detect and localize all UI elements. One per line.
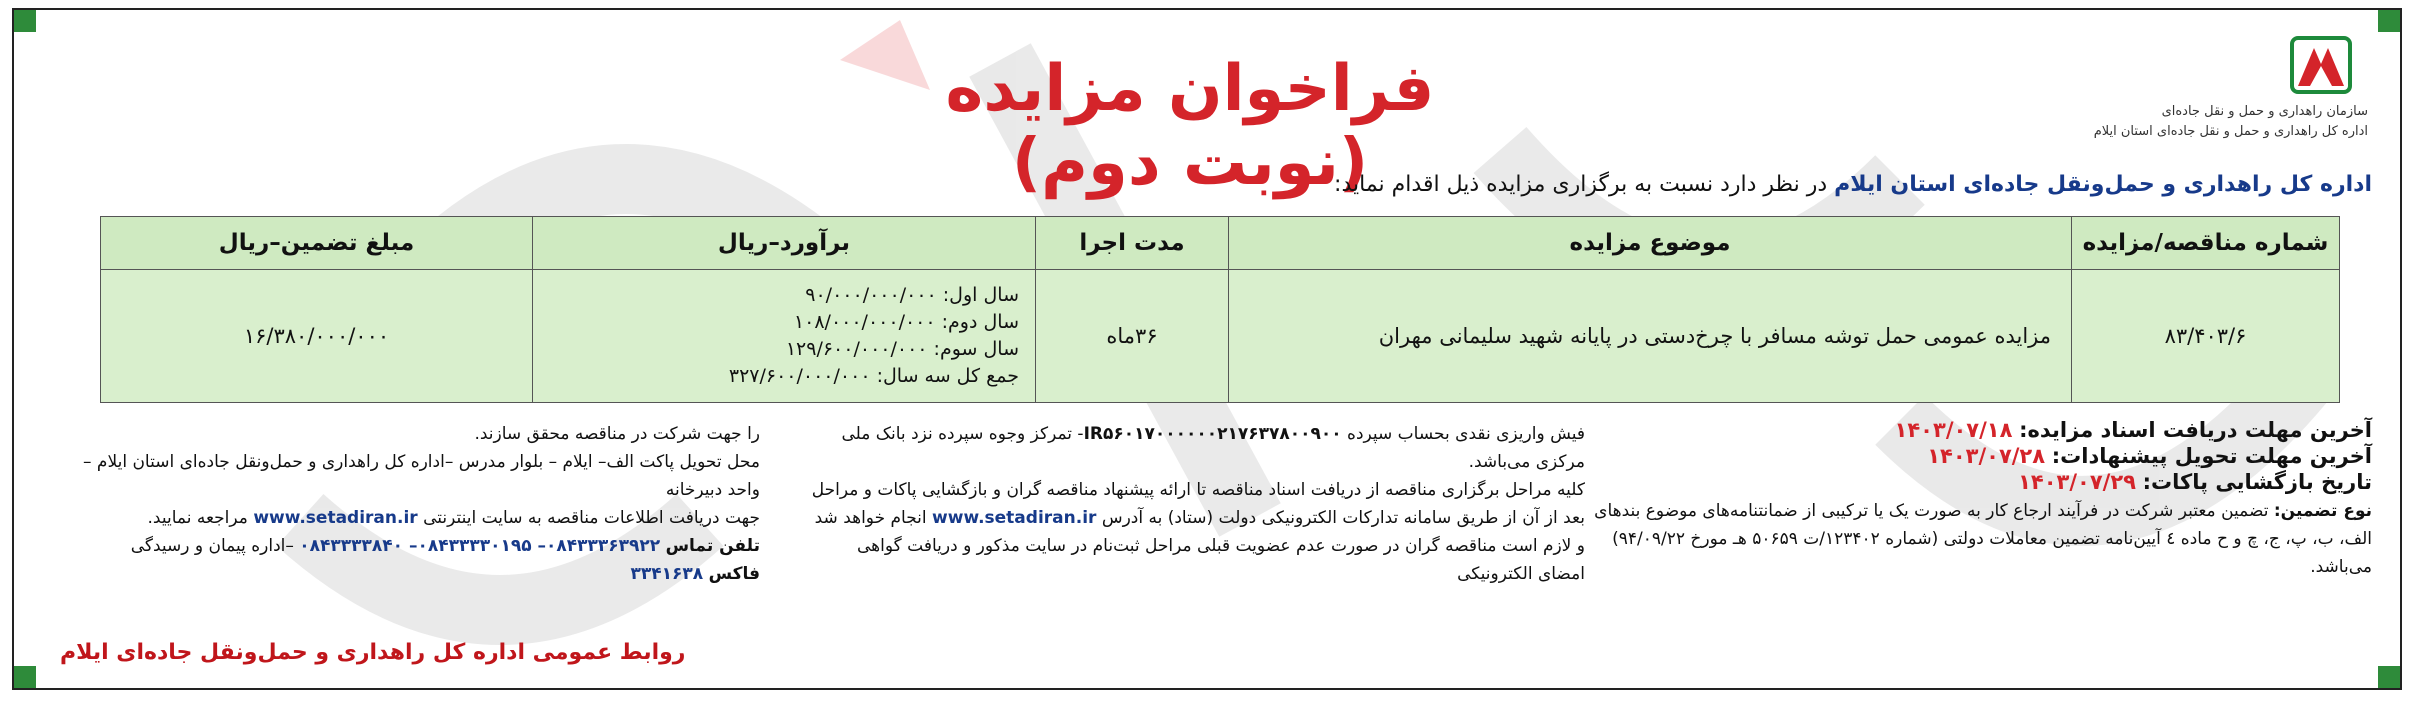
intro-org-name: اداره کل راهداری و حمل‌ونقل جاده‌ای استان ایلام: [1834, 172, 2372, 197]
org-name-line1: سازمان راهداری و حمل و نقل جاده‌ای: [2161, 104, 2368, 119]
header-guarantee: مبلغ تضمین–ریال: [101, 217, 533, 270]
guarantee-type-label: نوع تضمین:: [2273, 501, 2372, 521]
procedure-text-end: انجام خواهد شد و لازم است مناقصه گران در صورت عدم عضویت قبلی مراحل ثبت‌نام در سایت مذکور و دریافت گواهی امضای الکترونیکی: [814, 508, 1585, 584]
deadline-label: آخرین مهلت دریافت اسناد مزایده:: [2019, 418, 2372, 442]
procedure-section: [805, 420, 1585, 588]
guarantee-type-text: تضمین معتبر شرکت در فرآیند ارجاع کار به صورت یک یا ترکیبی از ضمانتنامه‌های موضوع بندهای الف، ب، پ، ج، چ و ح ماده ٤ آیین‌نامه تضمین معاملات دولتی (شماره ۱۲۳۴۰۲/ت ۵۰۶۵۹ هـ مورخ ۹۴/۰۹/۲۲) می‌باشد.: [1594, 501, 2372, 577]
cell-duration: ۳۶ماه: [1036, 270, 1229, 403]
cell-estimate: [533, 270, 1036, 403]
contact-section: [60, 420, 760, 588]
estimate-year1: سال اول: ۹۰/۰۰۰/۰۰۰/۰۰۰: [805, 284, 1019, 306]
cell-subject: مزایده عمومی حمل توشه مسافر با چرخ‌دستی در پایانه شهید سلیمانی مهران: [1229, 270, 2072, 403]
deadline-opening: [2018, 470, 2372, 494]
deadline-documents: [1895, 418, 2372, 442]
intro-text: [1334, 172, 2372, 197]
deadline-label: آخرین مهلت تحویل پیشنهادات:: [2051, 444, 2372, 468]
phone-label: تلفن تماس: [665, 536, 760, 556]
table-row: [101, 270, 2340, 403]
deadline-value: ۱۴۰۳/۰۷/۲۹: [2018, 470, 2136, 494]
auction-table: [100, 216, 2340, 403]
info-text-end: مراجعه نمایید.: [147, 508, 248, 528]
notice-title: فراخوان مزایده (نوبت دوم): [945, 52, 1435, 200]
corner-ornament: [14, 10, 36, 32]
deposit-text: فیش واریزی نقدی بحساب سپرده: [1341, 424, 1585, 444]
setad-link[interactable]: www.setadiran.ir: [932, 508, 1097, 528]
deadline-value: ۱۴۰۳/۰۷/۲۸: [1927, 444, 2046, 468]
fax-label: فاکس: [708, 564, 760, 584]
header-number: شماره مناقصه/مزایده: [2072, 217, 2340, 270]
account-number: IR۵۶۰۱۷۰۰۰۰۰۰۲۱۷۶۳۷۸۰۰۹۰۰: [1083, 424, 1342, 444]
header-duration: مدت اجرا: [1036, 217, 1229, 270]
deposit-text-end: - تمرکز وجوه سپرده نزد بانک ملی مرکزی می‌باشد.: [841, 424, 1585, 472]
corner-ornament: [2378, 10, 2400, 32]
estimate-year3: سال سوم: ۱۲۹/۶۰۰/۰۰۰/۰۰۰: [785, 338, 1019, 360]
guarantee-type-section: [1592, 497, 2372, 581]
deadline-value: ۱۴۰۳/۰۷/۱۸: [1894, 418, 2013, 442]
delivery-location: محل تحویل پاکت الف– ایلام – بلوار مدرس –اداره کل راهداری و حمل‌ونقل جاده‌ای استان ایلام –واحد دبیرخانه: [83, 452, 760, 500]
org-name-line2: اداره کل راهداری و حمل و نقل جاده‌ای استان ایلام: [2093, 124, 2368, 139]
phone-numbers: ۰۸۴۳۳۳۶۳۹۲۲– ۰۸۴۳۳۳۳۰۱۹۵– ۰۸۴۳۳۳۳۸۴۰: [299, 536, 661, 556]
table-header-row: [101, 217, 2340, 270]
info-text: جهت دریافت اطلاعات مناقصه به سایت اینترنتی: [423, 508, 760, 528]
org-logo-icon: [2290, 36, 2352, 94]
intro-sentence: در نظر دارد نسبت به برگزاری مزایده ذیل اقدام نماید:: [1334, 172, 1835, 197]
cell-number: ۸۳/۴۰۳/۶: [2072, 270, 2340, 403]
public-relations-signature: روابط عمومی اداره کل راهداری و حمل‌ونقل جاده‌ای ایلام: [60, 640, 686, 665]
deadline-proposals: [1927, 444, 2372, 468]
setad-link-2[interactable]: www.setadiran.ir: [253, 508, 418, 528]
procedure-text: کلیه مراحل برگزاری مناقصه از دریافت اسناد مناقصه تا ارائه پیشنهاد مناقصه گران و بازگشایی پاکات و مراحل بعد از آن از طریق سامانه تدارکات الکترونیکی دولت (ستاد) به آدرس: [811, 480, 1585, 528]
estimate-year2: سال دوم: ۱۰۸/۰۰۰/۰۰۰/۰۰۰: [793, 311, 1019, 333]
header-subject: موضوع مزایده: [1229, 217, 2072, 270]
phone-suffix: –اداره پیمان و رسیدگی: [130, 536, 294, 556]
contact-line1: را جهت شرکت در مناقصه محقق سازند.: [474, 424, 760, 444]
header-estimate: برآورد–ریال: [533, 217, 1036, 270]
estimate-total: جمع کل سه سال: ۳۲۷/۶۰۰/۰۰۰/۰۰۰: [728, 365, 1019, 387]
corner-ornament: [14, 666, 36, 688]
cell-guarantee: ۱۶/۳۸۰/۰۰۰/۰۰۰: [101, 270, 533, 403]
deadline-label: تاریخ بازگشایی پاکات:: [2142, 470, 2372, 494]
fax-number: ۳۳۴۱۶۳۸: [630, 564, 704, 584]
corner-ornament: [2378, 666, 2400, 688]
